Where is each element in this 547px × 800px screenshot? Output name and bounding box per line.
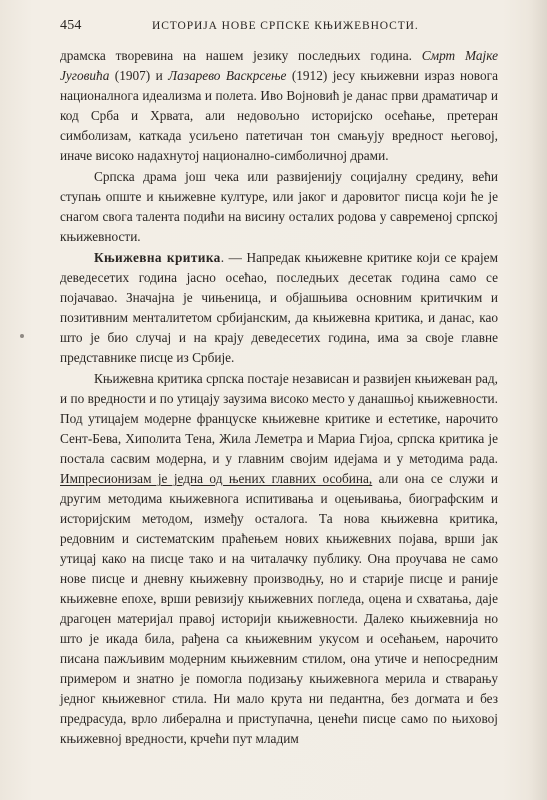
page-edge-shadow — [529, 0, 547, 800]
paragraph-serbian-drama — [60, 167, 498, 247]
running-title: ИСТОРИЈА НОВЕ СРПСКЕ КЊИЖЕВНОСТИ. — [152, 20, 419, 32]
paragraph-text: али она се служи и другим методима књижевнога испитивања и оцењивања, биографским и историјским методом, између осталога. Та нова књижевна критика, редовним и систематским праћењем нових књижевних појава, врши јак утицај како на писце тако и на читалачку публику. Она проучава не само нове писце и дневну књижевну производњу, но и старије писце и раније књижевне епохе, врши ревизију књижевних погледа, оцена и схватања, даје драгоцен материјал правој историји књижевности. Далеко књижевнија но што је икада била, рађена са књижевним укусом и осећањем, нарочито писана пажљивим модерним књижевним стилом, она утиче и непосредним примером и знатно је помогла подизању књижевнога мерила и стварању једног књижевног стила. Ни мало крута ни педантна, без догмата и без предрасуда, врло либерална и приступачна, ценећи писце само по њиховој књижевној вредности, крчећи пут младим — [60, 471, 499, 746]
paragraph-text: Књижевна критика српска постаје независан и развијен књижеван рад, и по вредности и по утицају заузима високо место у данашњој књижевности. Под утицајем модерне француске књижевне критике и естетике, нарочито Сент-Бева, Хиполита Тена, Жила Леметра и Мариа Гијоа, српска критика је постала сасвим модерна, и у главним својим идејама и у методима рада. — [60, 371, 498, 466]
paragraph-literary-criticism-intro — [60, 248, 498, 368]
paragraph-text: Српска драма још чека или развијенију социјалну средину, већи ступањ опште и књижевне културе, или јаког и даровитог писца који ће је снагом свога талента подићи на висину осталих родова у савременој српској књижевности. — [60, 169, 498, 244]
page-content — [60, 46, 498, 749]
paragraph-drama-continuation — [60, 46, 498, 166]
paragraph-text: (1912) јесу књижевни израз новога националнога идеализма и полета. Иво Војновић је данас први драматичар и код Срба и Хрвата, али недовољно историјско осећање, претеран симболизам, каткада усиљено патетичан тон смањују вредност његовој, иначе високо надахнутој национално-симболичној драми. — [60, 68, 498, 163]
page-number: 454 — [60, 18, 82, 33]
section-heading: Књижевна критика — [94, 250, 221, 265]
margin-mark — [20, 334, 24, 338]
paragraph-literary-criticism-development — [60, 369, 498, 749]
paragraph-text: драмска творевина на нашем језику последњих година. — [60, 48, 422, 63]
work-title: Смрт Мајке Југовића — [60, 48, 498, 83]
work-title: Лазарево Васкрсење — [168, 68, 287, 83]
paragraph-text: (1907) и — [109, 68, 169, 83]
underlined-text: Импресионизам је једна од њених главних особина, — [60, 471, 373, 486]
paragraph-text: . — Напредак књижевне критике који се крајем деведесетих година јасно осећао, последњих десетак година само се појачавао. Значајна је чињеница, и објашњива основним критичким и позитивним менталитетом србијанским, да књижевна критика, и данас, као што је био случај и на крају деведесетих година, има за своје главне представнике писце из Србије. — [60, 250, 498, 365]
